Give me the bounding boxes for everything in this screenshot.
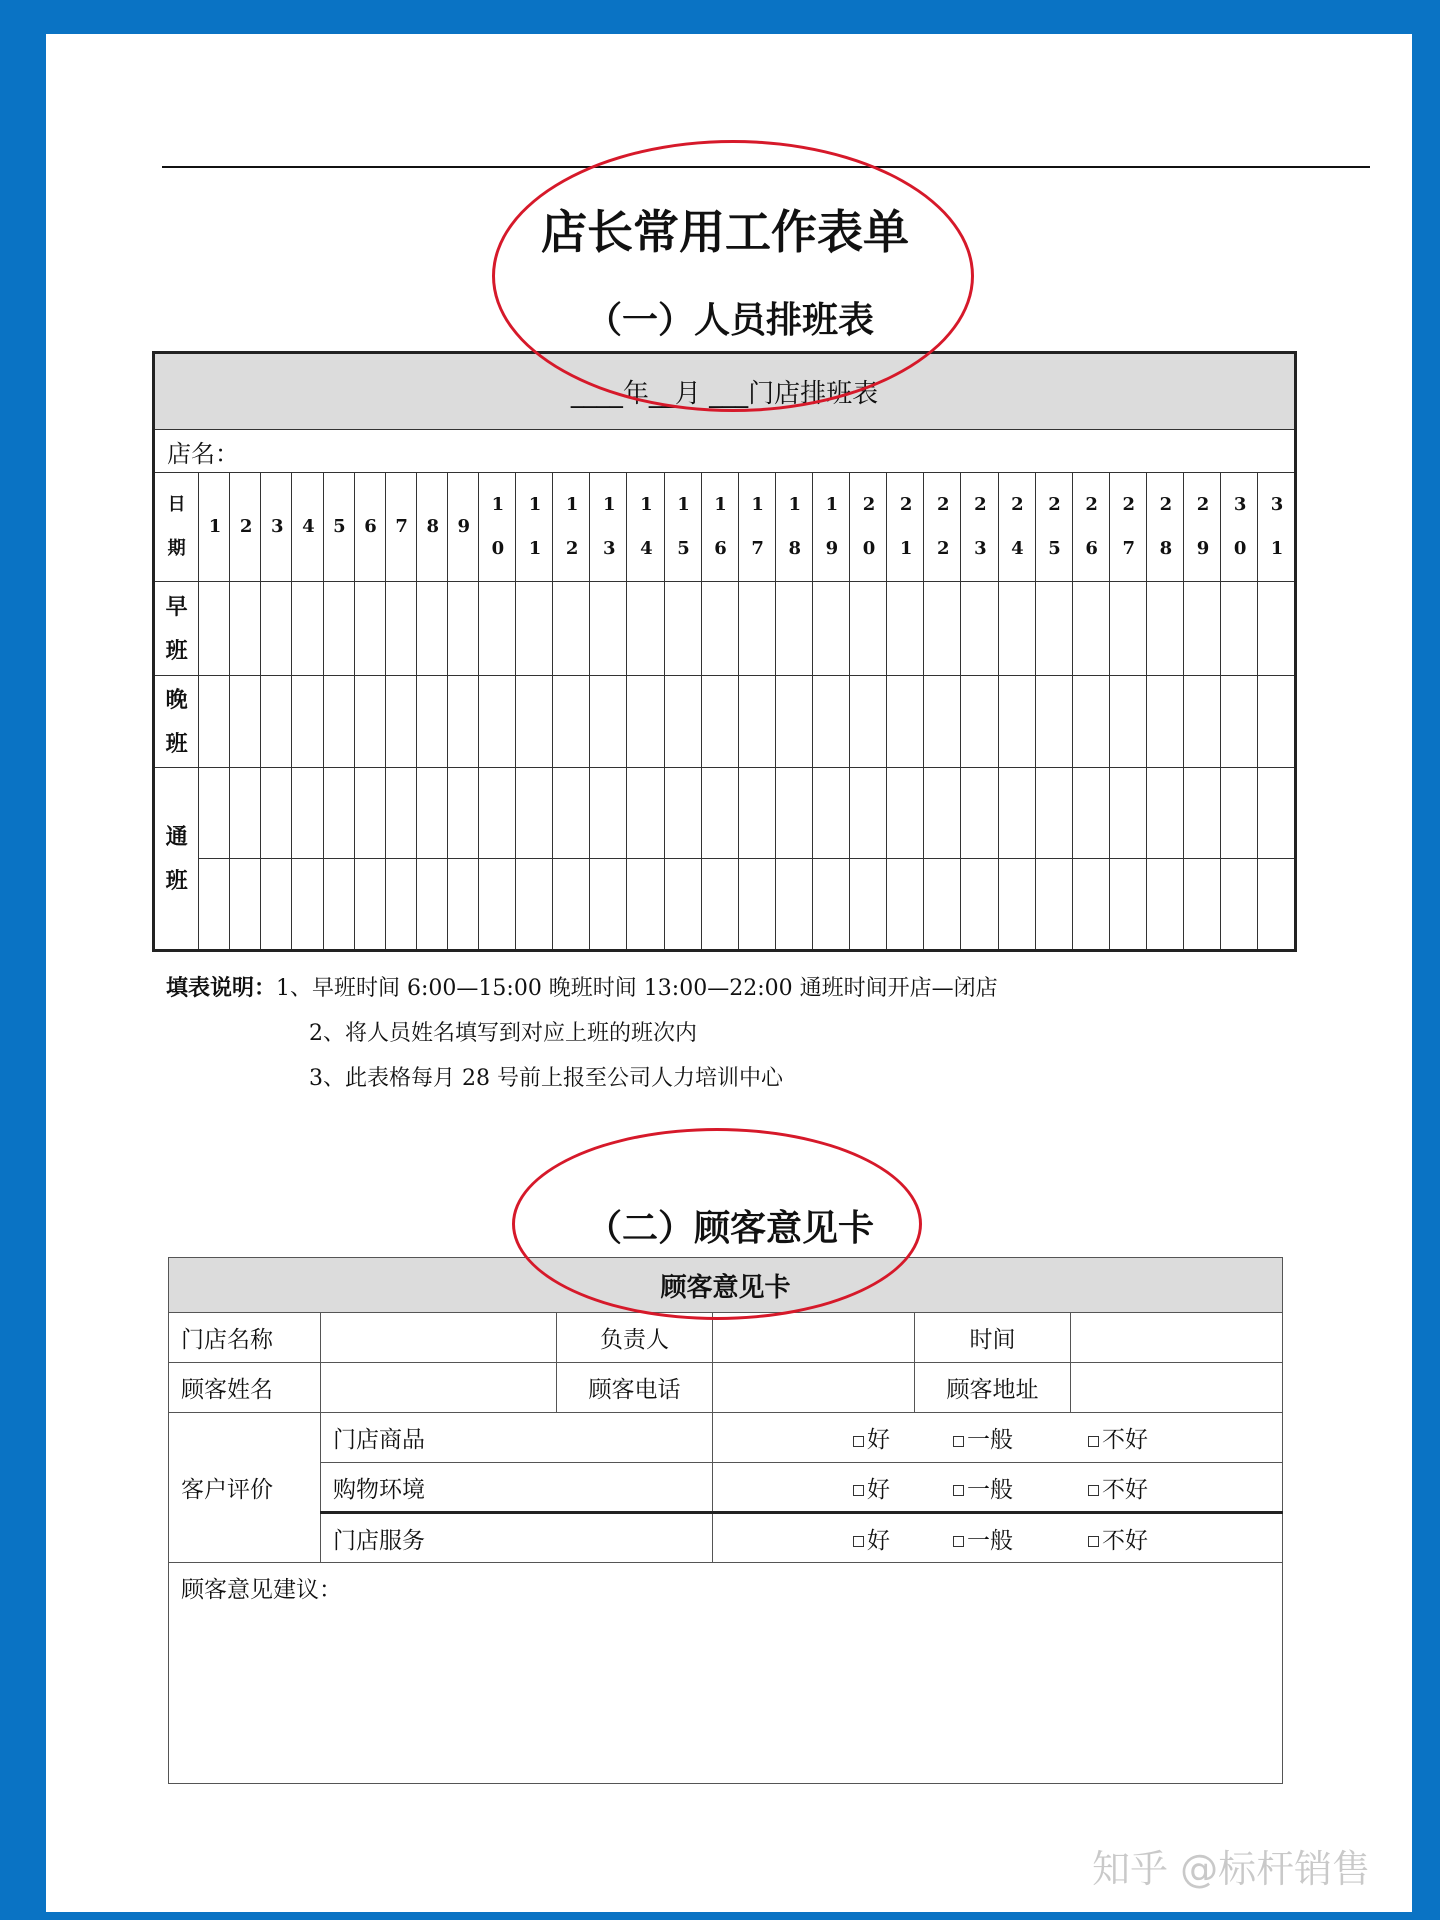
day-number: 9: [457, 516, 471, 537]
shift-label-text: 通班: [165, 823, 188, 894]
schedule-cell[interactable]: [701, 582, 738, 676]
schedule-cell[interactable]: [1221, 859, 1258, 951]
day-number: 16: [714, 494, 727, 559]
schedule-header: ____年__月 ___门店排班表: [154, 353, 1296, 430]
schedule-cell[interactable]: [1072, 768, 1109, 859]
rating-item: 门店服务: [321, 1513, 713, 1563]
day-number-cell: [1221, 473, 1258, 582]
day-number: 27: [1122, 494, 1136, 559]
schedule-cell[interactable]: [664, 676, 701, 768]
day-number-cell: [850, 473, 887, 582]
schedule-cell[interactable]: [590, 859, 627, 951]
day-number: 8: [426, 516, 439, 537]
schedule-cell[interactable]: [354, 768, 385, 859]
rating-option-label: 不好: [1102, 1427, 1148, 1453]
checkbox-icon[interactable]: [853, 1485, 864, 1496]
schedule-cell[interactable]: [199, 768, 230, 859]
schedule-cell[interactable]: [478, 768, 515, 859]
schedule-cell[interactable]: [230, 676, 261, 768]
day-number: 24: [1011, 494, 1024, 559]
schedule-cell[interactable]: [230, 582, 261, 676]
field-label: 顾客姓名: [169, 1363, 321, 1413]
day-number-cell: [1072, 473, 1109, 582]
schedule-cell[interactable]: [998, 582, 1035, 676]
rating-option-label: 一般: [967, 1527, 1013, 1554]
day-number: 2: [239, 516, 253, 537]
customer-phone-field[interactable]: [713, 1363, 915, 1413]
day-number: 17: [751, 494, 764, 559]
schedule-cell[interactable]: [478, 582, 515, 676]
schedule-cell[interactable]: [553, 582, 590, 676]
day-number: 21: [899, 494, 913, 559]
schedule-cell[interactable]: [553, 768, 590, 859]
rating-option-label: 好: [867, 1427, 890, 1453]
schedule-cell[interactable]: [775, 859, 812, 951]
rating-option[interactable]: [953, 1522, 1088, 1555]
rating-options: [713, 1413, 1283, 1463]
schedule-cell[interactable]: [478, 859, 515, 951]
instruction-item: 3、此表格每月 28 号前上报至公司人力培训中心: [309, 1066, 783, 1091]
schedule-cell[interactable]: [292, 676, 323, 768]
day-number: 6: [364, 516, 377, 537]
day-number: 4: [302, 516, 315, 537]
schedule-cell[interactable]: [1109, 582, 1146, 676]
schedule-cell[interactable]: [664, 768, 701, 859]
schedule-cell[interactable]: [323, 859, 354, 951]
feedback-section-title: （二）顾客意见卡: [585, 1208, 874, 1249]
day-number-cell: [961, 473, 998, 582]
schedule-cell[interactable]: [775, 676, 812, 768]
day-number-cell: [199, 473, 230, 582]
field-label: 时间: [915, 1313, 1071, 1363]
schedule-cell[interactable]: [961, 768, 998, 859]
schedule-cell[interactable]: [812, 582, 849, 676]
rating-options: [713, 1463, 1283, 1513]
checkbox-icon[interactable]: [1088, 1436, 1099, 1447]
rating-option-label: 一般: [967, 1476, 1013, 1503]
day-number-cell: [664, 473, 701, 582]
shift-row: [154, 582, 1296, 676]
schedule-cell[interactable]: [230, 768, 261, 859]
highlight-circle: [492, 140, 974, 412]
schedule-cell[interactable]: [738, 676, 775, 768]
schedule-cell[interactable]: [292, 768, 323, 859]
schedule-cell[interactable]: [1109, 768, 1146, 859]
checkbox-icon[interactable]: [953, 1536, 964, 1547]
field-label: 顾客地址: [915, 1363, 1071, 1413]
schedule-cell[interactable]: [516, 859, 553, 951]
customer-name-field[interactable]: [321, 1363, 557, 1413]
day-number-cell: [385, 473, 416, 582]
checkbox-icon[interactable]: [1088, 1536, 1099, 1547]
day-number-cell: [323, 473, 354, 582]
schedule-cell[interactable]: [850, 676, 887, 768]
schedule-cell[interactable]: [590, 676, 627, 768]
instruction-item: 2、将人员姓名填写到对应上班的班次内: [309, 1021, 697, 1046]
date-label-text: 日期: [167, 494, 186, 559]
rating-label: 客户评价: [169, 1413, 321, 1563]
suggestion-area[interactable]: [169, 1563, 1283, 1784]
schedule-cell[interactable]: [812, 676, 849, 768]
day-number-cell: [1184, 473, 1221, 582]
schedule-cell[interactable]: [924, 768, 961, 859]
store-name-label: 店名：: [154, 430, 1296, 473]
customer-address-field[interactable]: [1071, 1363, 1283, 1413]
rating-option-label: 不好: [1102, 1527, 1148, 1554]
shift-row: [154, 676, 1296, 768]
schedule-cell[interactable]: [323, 768, 354, 859]
checkbox-icon[interactable]: [953, 1436, 964, 1447]
schedule-cell[interactable]: [416, 676, 447, 768]
schedule-cell[interactable]: [812, 768, 849, 859]
day-number: 3: [270, 516, 284, 537]
schedule-cell[interactable]: [738, 768, 775, 859]
schedule-cell[interactable]: [590, 582, 627, 676]
schedule-cell[interactable]: [354, 582, 385, 676]
schedule-cell[interactable]: [447, 859, 478, 951]
schedule-cell[interactable]: [354, 676, 385, 768]
day-number: 13: [602, 494, 616, 559]
schedule-cell[interactable]: [998, 859, 1035, 951]
schedule-cell[interactable]: [1109, 676, 1146, 768]
schedule-cell[interactable]: [1035, 676, 1072, 768]
schedule-cell[interactable]: [887, 676, 924, 768]
schedule-cell[interactable]: [627, 582, 664, 676]
schedule-cell[interactable]: [261, 676, 292, 768]
date-label: [154, 473, 199, 582]
checkbox-icon[interactable]: [1088, 1485, 1099, 1496]
schedule-cell[interactable]: [664, 859, 701, 951]
schedule-cell[interactable]: [1184, 859, 1221, 951]
day-number-cell: [1109, 473, 1146, 582]
schedule-cell[interactable]: [416, 768, 447, 859]
schedule-cell[interactable]: [924, 676, 961, 768]
schedule-cell[interactable]: [887, 859, 924, 951]
rating-item: 购物环境: [321, 1463, 713, 1513]
schedule-cell[interactable]: [447, 768, 478, 859]
schedule-cell[interactable]: [199, 859, 230, 951]
schedule-cell[interactable]: [553, 859, 590, 951]
schedule-cell[interactable]: [998, 676, 1035, 768]
shift-label: [154, 768, 199, 951]
schedule-cell[interactable]: [664, 582, 701, 676]
instructions-label: 填表说明：: [166, 976, 277, 1001]
schedule-cell[interactable]: [1072, 582, 1109, 676]
schedule-cell[interactable]: [385, 768, 416, 859]
shift-row: [154, 768, 1296, 859]
day-number: 1: [208, 516, 222, 537]
schedule-cell[interactable]: [961, 676, 998, 768]
day-number: 18: [788, 494, 802, 559]
day-number: 14: [640, 494, 653, 559]
rating-options: [713, 1513, 1283, 1563]
schedule-cell[interactable]: [998, 768, 1035, 859]
day-number-cell: [627, 473, 664, 582]
rating-option-label: 不好: [1102, 1476, 1148, 1503]
schedule-cell[interactable]: [416, 859, 447, 951]
schedule-cell[interactable]: [385, 676, 416, 768]
schedule-cell[interactable]: [447, 582, 478, 676]
shift-label: [154, 582, 199, 676]
schedule-cell[interactable]: [292, 859, 323, 951]
field-label: 门店名称: [169, 1313, 321, 1363]
watermark: 知乎 @标杆销售: [1092, 1847, 1371, 1891]
schedule-cell[interactable]: [775, 768, 812, 859]
day-number-cell: [478, 473, 515, 582]
schedule-cell[interactable]: [775, 582, 812, 676]
rating-option[interactable]: [1088, 1421, 1188, 1454]
day-number-cell: [354, 473, 385, 582]
rating-option[interactable]: [853, 1522, 953, 1555]
time-field[interactable]: [1071, 1313, 1283, 1363]
day-number: 23: [974, 494, 987, 559]
schedule-cell[interactable]: [354, 859, 385, 951]
day-number: 20: [862, 494, 876, 559]
schedule-cell[interactable]: [323, 582, 354, 676]
card-title: 顾客意见卡: [169, 1258, 1283, 1313]
schedule-cell[interactable]: [887, 582, 924, 676]
manager-field[interactable]: [713, 1313, 915, 1363]
day-number-cell: [812, 473, 849, 582]
schedule-cell[interactable]: [924, 582, 961, 676]
rating-option-label: 一般: [967, 1427, 1013, 1453]
rating-option[interactable]: [953, 1471, 1088, 1504]
shift-label-text: 晚班: [165, 686, 188, 757]
day-number-cell: [261, 473, 292, 582]
schedule-cell[interactable]: [812, 859, 849, 951]
schedule-cell[interactable]: [850, 859, 887, 951]
rating-option-label: 好: [867, 1476, 890, 1503]
rating-item: 门店商品: [321, 1413, 713, 1463]
schedule-cell[interactable]: [701, 859, 738, 951]
day-number: 25: [1048, 494, 1061, 559]
day-number-cell: [1258, 473, 1296, 582]
schedule-section-title: （一）人员排班表: [585, 300, 874, 341]
schedule-cell[interactable]: [1109, 859, 1146, 951]
schedule-cell[interactable]: [199, 676, 230, 768]
schedule-cell[interactable]: [516, 768, 553, 859]
day-number: 29: [1196, 494, 1210, 559]
highlight-circle: [512, 1128, 922, 1320]
schedule-cell[interactable]: [1258, 582, 1296, 676]
feedback-card-table: [168, 1257, 1283, 1784]
schedule-cell[interactable]: [261, 582, 292, 676]
schedule-cell[interactable]: [850, 768, 887, 859]
store-name-field[interactable]: [321, 1313, 557, 1363]
schedule-cell[interactable]: [1258, 768, 1296, 859]
day-number-cell: [553, 473, 590, 582]
schedule-cell[interactable]: [385, 859, 416, 951]
day-number: 12: [565, 494, 579, 559]
schedule-cell[interactable]: [323, 676, 354, 768]
schedule-cell[interactable]: [1035, 859, 1072, 951]
schedule-cell[interactable]: [887, 768, 924, 859]
shift-label-text: 早班: [165, 593, 188, 664]
schedule-cell[interactable]: [1072, 859, 1109, 951]
rating-option-label: 好: [867, 1527, 890, 1554]
schedule-cell[interactable]: [961, 582, 998, 676]
schedule-cell[interactable]: [1035, 768, 1072, 859]
schedule-cell[interactable]: [478, 676, 515, 768]
day-number: 22: [936, 494, 950, 559]
day-number-cell: [701, 473, 738, 582]
fill-instructions: [166, 966, 998, 1101]
schedule-cell[interactable]: [701, 676, 738, 768]
schedule-cell[interactable]: [850, 582, 887, 676]
schedule-cell[interactable]: [261, 859, 292, 951]
day-number-cell: [590, 473, 627, 582]
field-label: 顾客电话: [557, 1363, 713, 1413]
schedule-cell[interactable]: [701, 768, 738, 859]
shift-row: [154, 859, 1296, 951]
day-number-cell: [416, 473, 447, 582]
field-label: 负责人: [557, 1313, 713, 1363]
schedule-cell[interactable]: [1221, 582, 1258, 676]
day-number-cell: [775, 473, 812, 582]
schedule-cell[interactable]: [924, 859, 961, 951]
schedule-cell[interactable]: [1184, 768, 1221, 859]
checkbox-icon[interactable]: [953, 1485, 964, 1496]
day-number-cell: [292, 473, 323, 582]
schedule-cell[interactable]: [516, 676, 553, 768]
schedule-cell[interactable]: [416, 582, 447, 676]
rating-option[interactable]: [853, 1421, 953, 1454]
schedule-cell[interactable]: [627, 859, 664, 951]
day-number: 30: [1233, 494, 1247, 559]
schedule-cell[interactable]: [447, 676, 478, 768]
schedule-cell[interactable]: [1146, 768, 1183, 859]
shift-label: [154, 676, 199, 768]
day-number-cell: [1035, 473, 1072, 582]
schedule-cell[interactable]: [590, 768, 627, 859]
rating-option[interactable]: [1088, 1522, 1188, 1555]
document-title: 店长常用工作表单: [541, 205, 909, 259]
rating-option[interactable]: [953, 1421, 1088, 1454]
schedule-cell[interactable]: [1146, 859, 1183, 951]
schedule-cell[interactable]: [516, 582, 553, 676]
day-number: 10: [491, 494, 505, 559]
schedule-table: [152, 351, 1297, 952]
instruction-item: 1、早班时间 6:00—15:00 晚班时间 13:00—22:00 通班时间开店—闭店: [276, 976, 998, 1001]
day-number: 26: [1085, 494, 1098, 559]
day-number: 7: [395, 516, 408, 537]
schedule-cell[interactable]: [1146, 676, 1183, 768]
day-number-cell: [887, 473, 924, 582]
day-number-cell: [738, 473, 775, 582]
day-number: 28: [1159, 494, 1173, 559]
checkbox-icon[interactable]: [853, 1536, 864, 1547]
schedule-cell[interactable]: [1184, 676, 1221, 768]
day-number-cell: [1146, 473, 1183, 582]
day-number: 5: [333, 516, 346, 537]
schedule-cell[interactable]: [1035, 582, 1072, 676]
schedule-cell[interactable]: [627, 676, 664, 768]
day-number-cell: [447, 473, 478, 582]
schedule-cell[interactable]: [385, 582, 416, 676]
rating-option[interactable]: [1088, 1471, 1188, 1504]
schedule-cell[interactable]: [1221, 676, 1258, 768]
schedule-cell[interactable]: [738, 859, 775, 951]
schedule-cell[interactable]: [1221, 768, 1258, 859]
schedule-cell[interactable]: [1258, 676, 1296, 768]
schedule-cell[interactable]: [1072, 676, 1109, 768]
checkbox-icon[interactable]: [853, 1436, 864, 1447]
schedule-cell[interactable]: [199, 582, 230, 676]
rating-option[interactable]: [853, 1471, 953, 1504]
suggestion-label: 顾客意见建议：: [181, 1577, 342, 1603]
schedule-cell[interactable]: [1184, 582, 1221, 676]
schedule-cell[interactable]: [1258, 859, 1296, 951]
schedule-cell[interactable]: [1146, 582, 1183, 676]
day-number-cell: [924, 473, 961, 582]
day-number: 19: [825, 494, 839, 559]
day-number: 11: [528, 494, 542, 559]
schedule-cell[interactable]: [738, 582, 775, 676]
schedule-cell[interactable]: [961, 859, 998, 951]
schedule-cell[interactable]: [261, 768, 292, 859]
schedule-cell[interactable]: [292, 582, 323, 676]
day-number: 15: [677, 494, 690, 559]
schedule-cell[interactable]: [230, 859, 261, 951]
day-number-cell: [230, 473, 261, 582]
schedule-cell[interactable]: [553, 676, 590, 768]
day-number: 31: [1270, 494, 1284, 559]
schedule-cell[interactable]: [627, 768, 664, 859]
day-number-cell: [516, 473, 553, 582]
day-number-cell: [998, 473, 1035, 582]
